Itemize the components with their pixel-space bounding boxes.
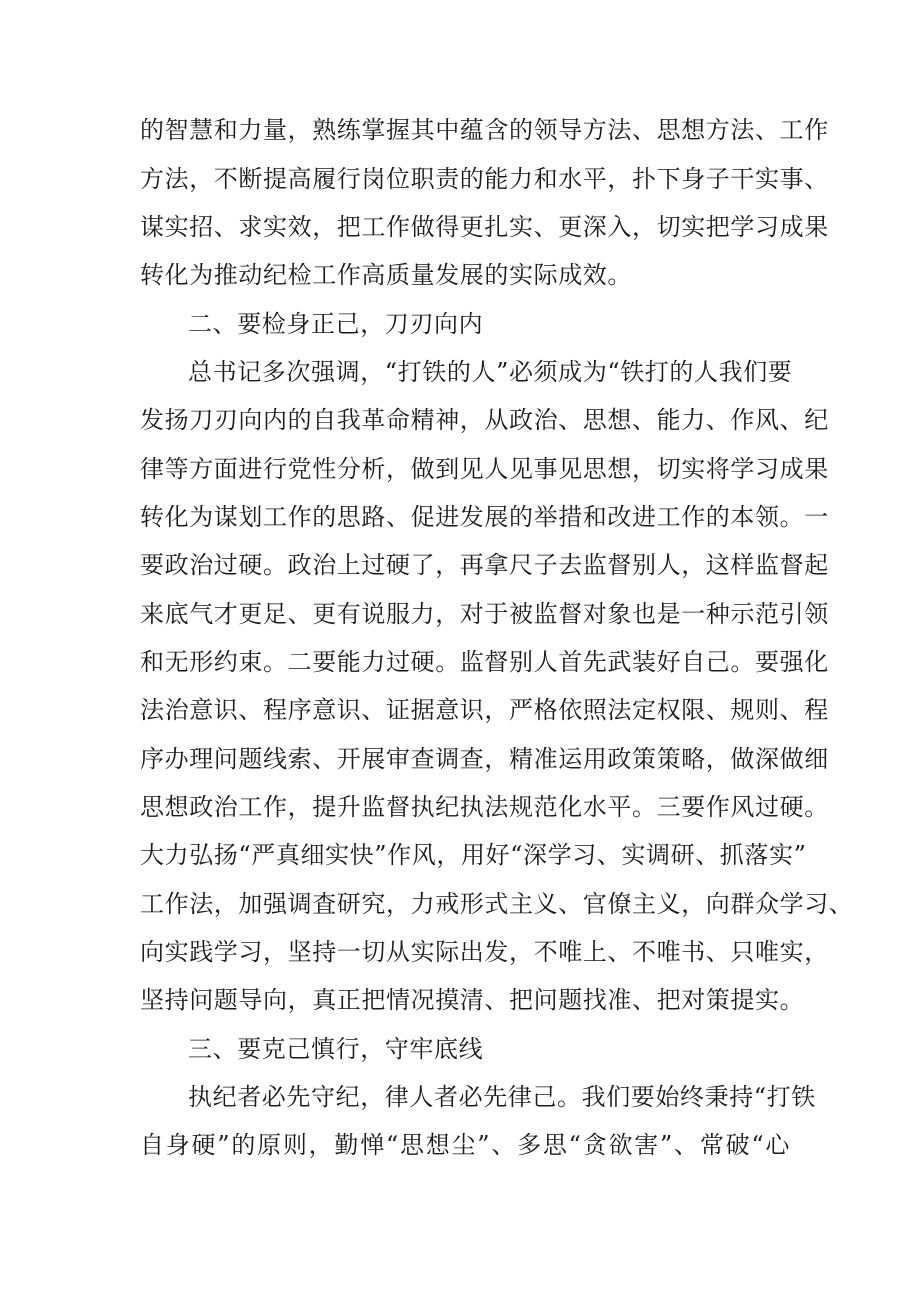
text-line: 方法，不断提高履行岗位职责的能力和水平，扑下身子干实事、 — [140, 165, 829, 193]
text-line: 要政治过硬。政治上过硬了，再拿尺子去监督别人，这样监督起 — [140, 551, 829, 579]
section-heading: 二、要检身正己，刀刃向内 — [188, 310, 484, 338]
text-line: 来底气才更足、更有说服力，对于被监督对象也是一种示范引领 — [140, 600, 829, 628]
text-line: 大力弘扬“严真细实快”作风，用好“深学习、实调研、抓落实” — [140, 841, 807, 869]
text-line: 律等方面进行党性分析，做到见人见事见思想，切实将学习成果 — [140, 455, 829, 483]
paragraph-first-line: 总书记多次强调，“打铁的人”必须成为“铁打的人我们要 — [188, 358, 793, 386]
text-line: 序办理问题线索、开展审查调查，精准运用政策策略，做深做细 — [140, 745, 829, 773]
text-line: 法治意识、程序意识、证据意识，严格依照法定权限、规则、程 — [140, 696, 829, 724]
text-line: 和无形约束。二要能力过硬。监督别人首先武装好自己。要强化 — [140, 648, 829, 676]
text-line: 工作法，加强调査研究，力戒形式主义、官僚主义，向群众学习、 — [140, 890, 854, 918]
text-line: 自身硬”的原则，勤惮“思想尘”、多思“贪欲害”、常破“心 — [140, 1131, 790, 1159]
text-line: 思想政治工作，提升监督执纪执法规范化水平。三要作风过硬。 — [140, 793, 829, 821]
section-heading: 三、要克己慎行，守牢底线 — [188, 1035, 484, 1063]
text-line: 向实践学习，坚持一切从实际出发，不唯上、不唯书、只唯实， — [140, 938, 829, 966]
text-line: 的智慧和力量，熟练掌握其中蕴含的领导方法、思想方法、工作 — [140, 116, 829, 144]
text-line: 发扬刀刃向内的自我革命精神，从政治、思想、能力、作风、纪 — [140, 406, 829, 434]
paragraph-first-line: 执纪者必先守纪，律人者必先律己。我们要始终秉持“打铁 — [188, 1083, 816, 1111]
text-line: 转化为推动纪检工作高质量发展的实际成效。 — [140, 261, 632, 289]
text-line: 坚持问题导向，真正把情况摸清、把问题找准、把对策提实。 — [140, 986, 805, 1014]
text-line: 谋实招、求实效，把工作做得更扎实、更深入，切实把学习成果 — [140, 213, 829, 241]
text-line: 转化为谋划工作的思路、促进发展的举措和改进工作的本领。一 — [140, 503, 829, 531]
